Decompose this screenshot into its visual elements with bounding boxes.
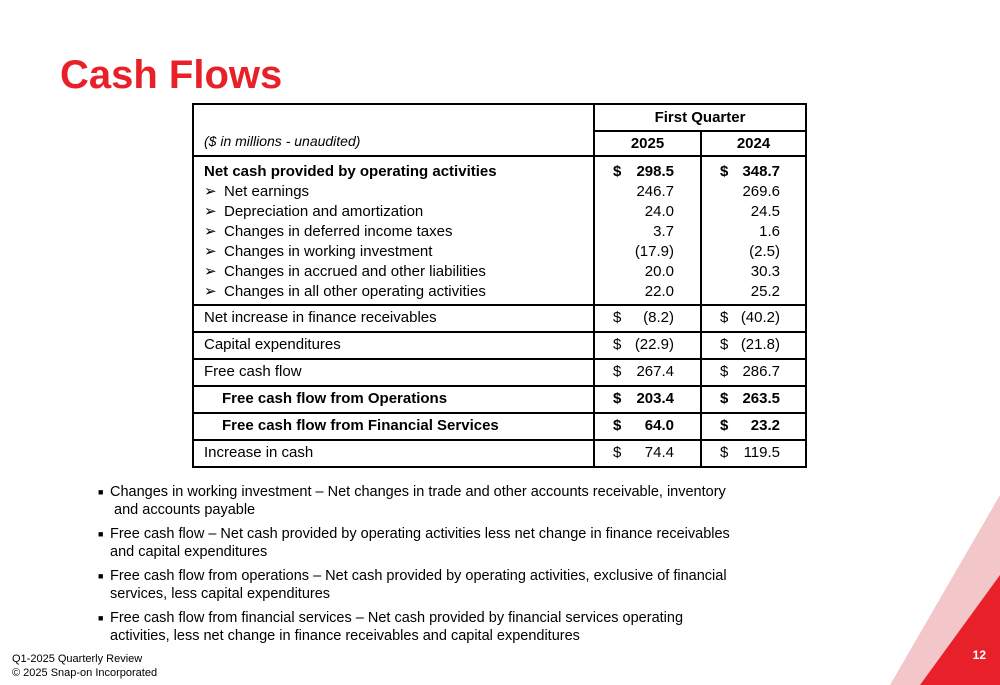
value-2025: (17.9) xyxy=(634,243,674,260)
operating-activities-label: Net cash provided by operating activities xyxy=(204,163,497,180)
currency-symbol: $ xyxy=(613,417,622,434)
value-2025: 74.4 xyxy=(644,444,674,461)
row-divider xyxy=(194,331,805,333)
operating-item: ➢ Changes in deferred income taxes xyxy=(204,223,453,240)
header-year-2025: 2025 xyxy=(630,135,665,152)
value-2024: 25.2 xyxy=(750,283,780,300)
header-first-quarter: First Quarter xyxy=(654,109,746,126)
value-2024: 30.3 xyxy=(750,263,780,280)
currency-symbol: $ xyxy=(613,363,622,380)
row-divider xyxy=(194,385,805,387)
arrow-bullet-icon: ➢ xyxy=(204,263,217,280)
page-number: 12 xyxy=(972,648,986,662)
arrow-bullet-icon: ➢ xyxy=(204,243,217,260)
value-2025: 24.0 xyxy=(644,203,674,220)
operating-item: ➢ Changes in all other operating activities xyxy=(204,283,486,300)
currency-symbol: $ xyxy=(613,163,622,180)
operating-item: ➢ Changes in accrued and other liabilities xyxy=(204,263,486,280)
definitions-list xyxy=(98,483,838,651)
header-divider xyxy=(593,130,805,132)
currency-symbol: $ xyxy=(720,336,729,353)
list-item: ■ Free cash flow – Net cash provided by operating activities less net change in finance receivables and capital expenditures xyxy=(98,526,730,560)
value-2024: (21.8) xyxy=(740,336,780,353)
footer-review: Q1-2025 Quarterly Review xyxy=(12,653,143,665)
value-2025: 20.0 xyxy=(644,263,674,280)
currency-symbol: $ xyxy=(720,390,729,407)
value-2024: (40.2) xyxy=(740,309,780,326)
operating-item: ➢ Depreciation and amortization xyxy=(204,203,424,220)
row-divider xyxy=(194,358,805,360)
row-divider xyxy=(194,439,805,441)
value-2024: 269.6 xyxy=(742,183,780,200)
value-2025: 64.0 xyxy=(644,417,674,434)
currency-symbol: $ xyxy=(720,309,729,326)
value-2024: 23.2 xyxy=(750,417,780,434)
arrow-bullet-icon: ➢ xyxy=(204,283,217,300)
row-label: Increase in cash xyxy=(204,444,314,461)
currency-symbol: $ xyxy=(613,390,622,407)
value-2024: 24.5 xyxy=(750,203,780,220)
row-divider xyxy=(194,155,805,157)
list-item: ■ Free cash flow from financial services – Net cash provided by financial services operating activities, less net change in finance receivables and capital expenditures xyxy=(98,610,684,644)
value-2024: 1.6 xyxy=(759,223,780,240)
currency-symbol: $ xyxy=(720,163,729,180)
value-2025: 203.4 xyxy=(636,390,674,407)
value-2025: (8.2) xyxy=(643,309,674,326)
list-item: ■ Changes in working investment – Net changes in trade and other accounts receivable, inventory and accounts payable xyxy=(98,484,726,518)
currency-symbol: $ xyxy=(720,417,729,434)
value-2024: (2.5) xyxy=(749,243,780,260)
value-2024: 263.5 xyxy=(742,390,780,407)
row-divider xyxy=(194,304,805,306)
currency-symbol: $ xyxy=(613,309,622,326)
value-2025: (22.9) xyxy=(634,336,674,353)
value-2025: 3.7 xyxy=(653,223,674,240)
row-divider xyxy=(194,412,805,414)
column-divider xyxy=(700,130,702,466)
row-label: Free cash flow from Operations xyxy=(222,390,448,407)
row-label: Net increase in finance receivables xyxy=(204,309,437,326)
currency-symbol: $ xyxy=(720,444,729,461)
list-item: ■ Free cash flow from operations – Net cash provided by operating activities, exclusive of financial services, less capital expenditures xyxy=(98,568,727,602)
cash-flows-table xyxy=(192,103,807,468)
arrow-bullet-icon: ➢ xyxy=(204,203,217,220)
operating-value-2024: 348.7 xyxy=(742,163,780,180)
operating-item: ➢ Net earnings xyxy=(204,183,310,200)
value-2025: 267.4 xyxy=(636,363,674,380)
footer-copyright: © 2025 Snap-on Incorporated xyxy=(12,667,158,679)
page-title: Cash Flows xyxy=(60,53,283,97)
header-year-2024: 2024 xyxy=(736,135,771,152)
currency-symbol: $ xyxy=(613,336,622,353)
operating-item: ➢ Changes in working investment xyxy=(204,243,433,260)
row-label: Free cash flow from Financial Services xyxy=(222,417,499,434)
header-note: ($ in millions - unaudited) xyxy=(204,133,361,149)
row-label: Capital expenditures xyxy=(204,336,341,353)
value-2024: 119.5 xyxy=(743,444,780,461)
arrow-bullet-icon: ➢ xyxy=(204,183,217,200)
value-2025: 246.7 xyxy=(636,183,674,200)
arrow-bullet-icon: ➢ xyxy=(204,223,217,240)
value-2025: 22.0 xyxy=(644,283,674,300)
currency-symbol: $ xyxy=(720,363,729,380)
row-label: Free cash flow xyxy=(204,363,302,380)
operating-value-2025: 298.5 xyxy=(636,163,674,180)
currency-symbol: $ xyxy=(613,444,622,461)
value-2024: 286.7 xyxy=(742,363,780,380)
